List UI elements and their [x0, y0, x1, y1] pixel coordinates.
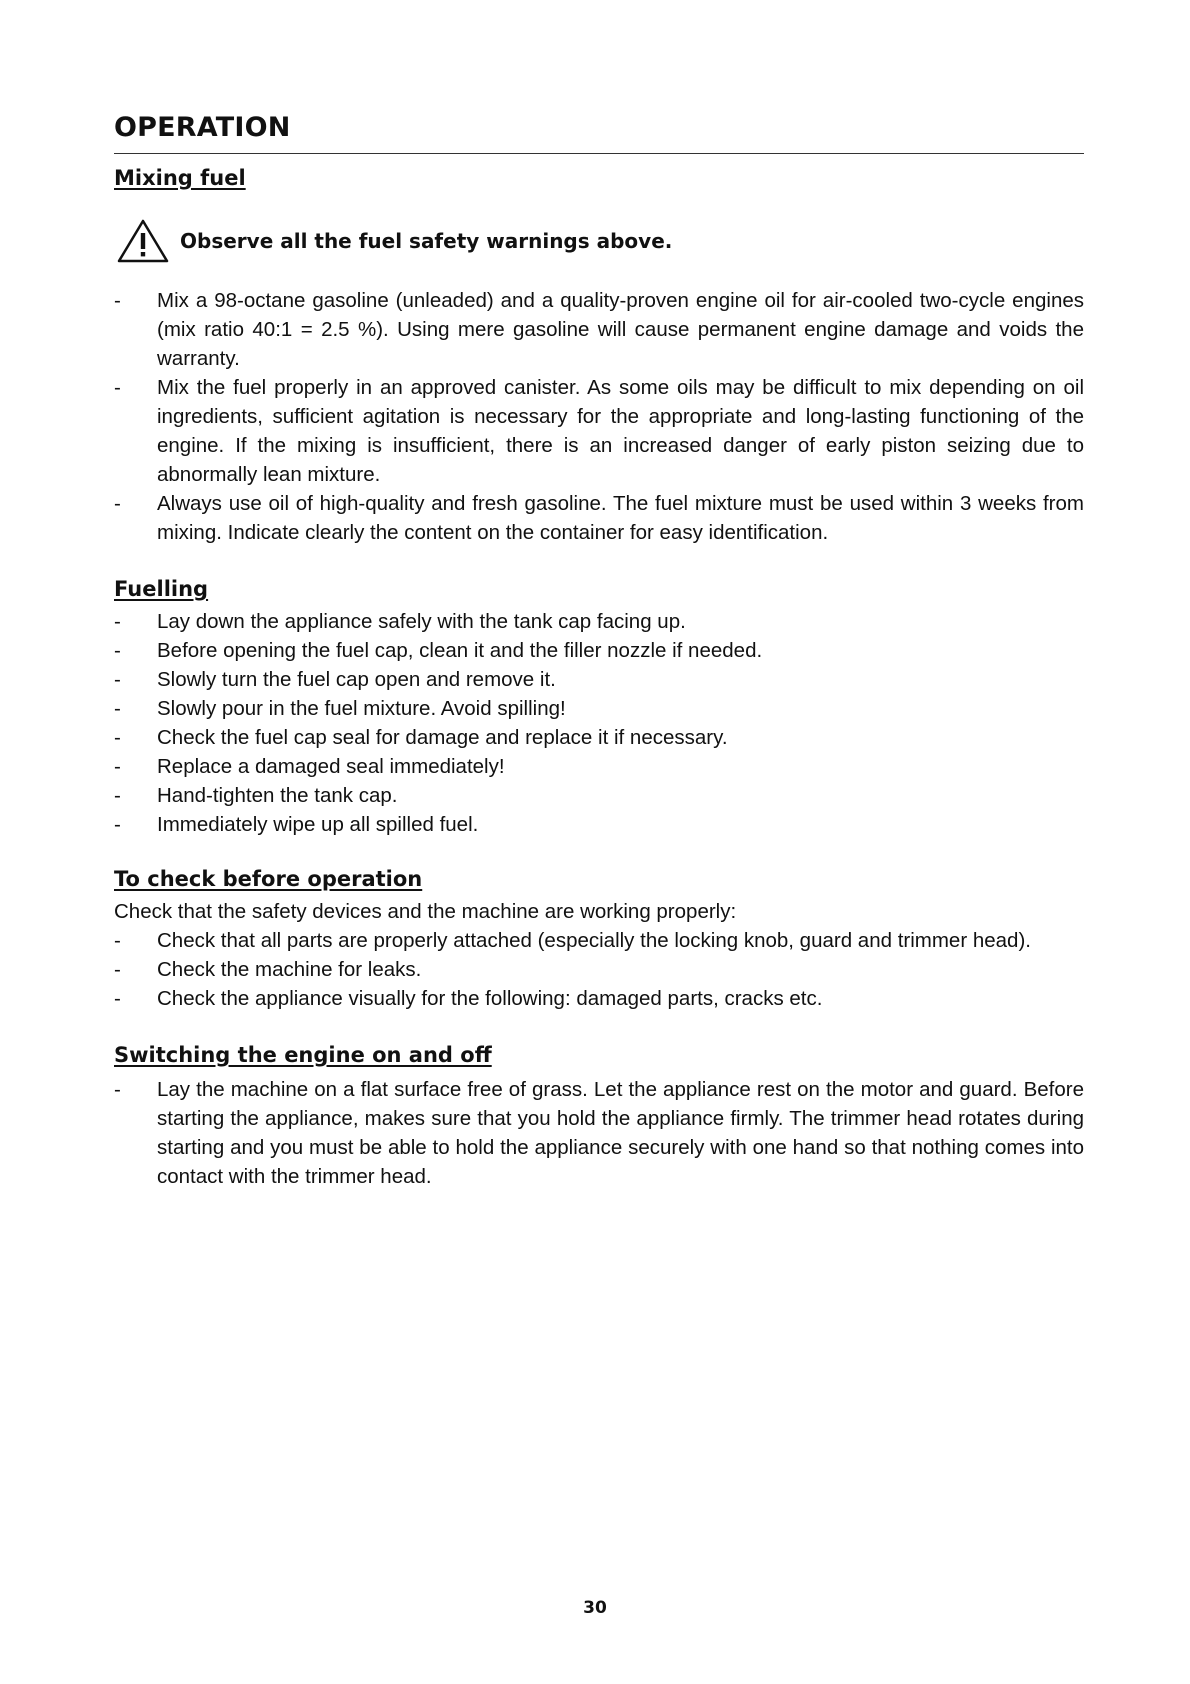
bullet-dash: -	[114, 639, 121, 662]
bullet-dash: -	[114, 784, 121, 807]
section-heading-mixing-fuel: Mixing fuel	[114, 166, 246, 190]
fuelling-list	[114, 607, 1084, 839]
safety-warning	[116, 218, 1084, 264]
list-item: - Check that all parts are properly attached (especially the locking knob, guard and trimmer head).	[114, 926, 1084, 955]
list-item: - Lay the machine on a flat surface free of grass. Let the appliance rest on the motor and guard. Before starting the appliance, makes sure that you hold the appliance firmly. The trimmer head rotates during starting and you must be able to hold the appliance securely with one hand so that nothing comes into contact with the trimmer head.	[114, 1075, 1084, 1191]
list-item: - Mix the fuel properly in an approved canister. As some oils may be difficult to mix depending on oil ingredients, sufficient agitation is necessary for the appropriate and long-lasting functioning of the engine. If the mixing is insufficient, there is an increased danger of early piston seizing due to abnormally lean mixture.	[114, 373, 1084, 489]
bullet-dash: -	[114, 726, 121, 749]
bullet-dash: -	[114, 289, 121, 312]
list-item: - Always use oil of high-quality and fresh gasoline. The fuel mixture must be used within 3 weeks from mixing. Indicate clearly the content on the container for easy identification.	[114, 489, 1084, 547]
warning-triangle-icon	[116, 218, 170, 264]
bullet-dash: -	[114, 958, 121, 981]
list-item: - Check the appliance visually for the following: damaged parts, cracks etc.	[114, 984, 1084, 1013]
list-item: - Slowly pour in the fuel mixture. Avoid spilling!	[114, 694, 1084, 723]
list-item: - Hand-tighten the tank cap.	[114, 781, 1084, 810]
list-item: - Before opening the fuel cap, clean it and the filler nozzle if needed.	[114, 636, 1084, 665]
list-item: - Immediately wipe up all spilled fuel.	[114, 810, 1084, 839]
list-item: - Slowly turn the fuel cap open and remove it.	[114, 665, 1084, 694]
list-item: - Check the fuel cap seal for damage and replace it if necessary.	[114, 723, 1084, 752]
bullet-dash: -	[114, 1078, 121, 1101]
page-number: 30	[583, 1598, 607, 1618]
section-heading-fuelling: Fuelling	[114, 577, 209, 601]
warning-text: Observe all the fuel safety warnings above.	[180, 229, 673, 253]
check-intro-text: Check that the safety devices and the machine are working properly:	[114, 900, 737, 923]
mixing-fuel-list	[114, 286, 1084, 547]
list-item: - Check the machine for leaks.	[114, 955, 1084, 984]
list-item: - Replace a damaged seal immediately!	[114, 752, 1084, 781]
bullet-dash: -	[114, 813, 121, 836]
bullet-dash: -	[114, 668, 121, 691]
bullet-dash: -	[114, 987, 121, 1010]
section-heading-check-before-operation: To check before operation	[114, 867, 423, 891]
switching-list	[114, 1075, 1084, 1191]
bullet-dash: -	[114, 755, 121, 778]
check-list	[114, 926, 1084, 1013]
bullet-dash: -	[114, 492, 121, 515]
section-heading-switching-engine: Switching the engine on and off	[114, 1043, 492, 1067]
bullet-dash: -	[114, 929, 121, 952]
list-item: - Mix a 98-octane gasoline (unleaded) and a quality-proven engine oil for air-cooled two-cycle engines (mix ratio 40:1 = 2.5 %). Using mere gasoline will cause permanent engine damage and voids the warranty.	[114, 286, 1084, 373]
bullet-dash: -	[114, 376, 121, 399]
bullet-dash: -	[114, 610, 121, 633]
document-page	[114, 112, 1084, 1191]
list-item: - Lay down the appliance safely with the tank cap facing up.	[114, 607, 1084, 636]
bullet-dash: -	[114, 697, 121, 720]
page-title: OPERATION	[114, 112, 1084, 154]
